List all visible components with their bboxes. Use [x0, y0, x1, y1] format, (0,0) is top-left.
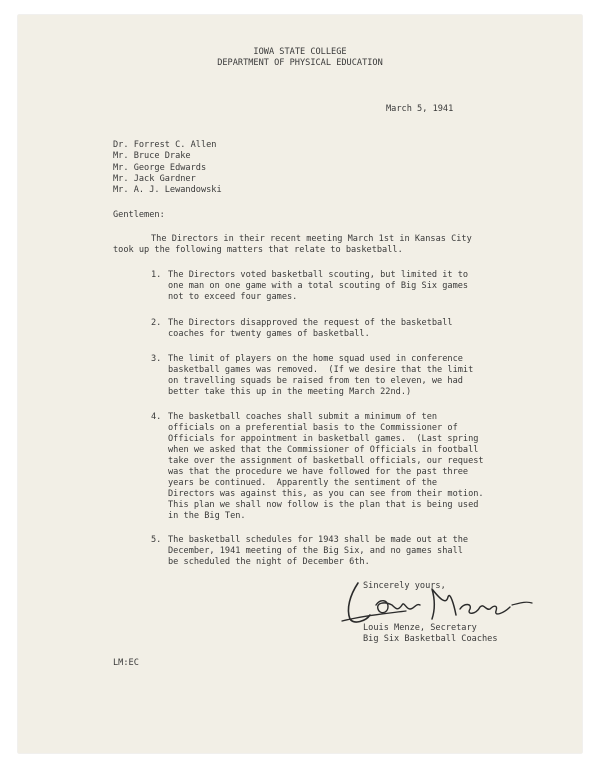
list-item-number: 4. [151, 412, 162, 422]
list-item-line: The Directors disapproved the request of the basketball [168, 318, 453, 328]
list-item-line: basketball games was removed. (If we desire that the limit [168, 365, 474, 375]
letterhead-institution: IOWA STATE COLLEGE [253, 47, 347, 57]
list-item-number: 5. [151, 535, 162, 545]
list-item-number: 3. [151, 354, 162, 364]
list-item-line: not to exceed four games. [168, 292, 298, 302]
list-item-line: one man on one game with a total scouting of Big Six games [168, 281, 469, 291]
intro-line: The Directors in their recent meeting March 1st in Kansas City [151, 234, 472, 244]
list-item-line: The basketball coaches shall submit a minimum of ten [168, 412, 438, 422]
reference-initials: LM:EC [113, 658, 139, 668]
signer-name: Louis Menze, Secretary [363, 623, 477, 633]
addressee-line: Mr. A. J. Lewandowski [113, 185, 222, 195]
addressee-line: Dr. Forrest C. Allen [113, 140, 217, 150]
list-item-line: Directors was against this, as you can see from their motion. [168, 489, 484, 499]
list-item-line: in the Big Ten. [168, 511, 246, 521]
list-item-line: was that the procedure we have followed for the past three [168, 467, 469, 477]
list-item-line: officials on a preferential basis to the Commissioner of [168, 423, 458, 433]
list-item-line: The limit of players on the home squad used in conference [168, 354, 463, 364]
letter-date: March 5, 1941 [386, 104, 454, 114]
list-item-number: 2. [151, 318, 162, 328]
letterhead-department: DEPARTMENT OF PHYSICAL EDUCATION [217, 58, 383, 68]
list-item-line: take over the assignment of basketball officials, our request [168, 456, 484, 466]
list-item-line: better take this up in the meeting March 22nd.) [168, 387, 412, 397]
list-item-line: when we asked that the Commissioner of Officials in football [168, 445, 479, 455]
list-item-line: Officials for appointment in basketball games. (Last spring [168, 434, 479, 444]
list-item-number: 1. [151, 270, 162, 280]
list-item-line: coaches for twenty games of basketball. [168, 329, 370, 339]
addressee-line: Mr. George Edwards [113, 163, 207, 173]
salutation: Gentlemen: [113, 210, 165, 220]
list-item-line: December, 1941 meeting of the Big Six, and no games shall [168, 546, 463, 556]
addressee-line: Mr. Bruce Drake [113, 151, 191, 161]
complimentary-close: Sincerely yours, [363, 581, 446, 591]
list-item-line: This plan we shall now follow is the plan that is being used [168, 500, 479, 510]
list-item-line: The basketball schedules for 1943 shall be made out at the [168, 535, 469, 545]
list-item-line: years be continued. Apparently the sentiment of the [168, 478, 438, 488]
list-item-line: on travelling squads be raised from ten to eleven, we had [168, 376, 463, 386]
intro-line: took up the following matters that relate to basketball. [113, 245, 403, 255]
letter-page [18, 15, 582, 753]
addressee-line: Mr. Jack Gardner [113, 174, 196, 184]
list-item-line: be scheduled the night of December 6th. [168, 557, 370, 567]
list-item-line: The Directors voted basketball scouting, but limited it to [168, 270, 469, 280]
signer-organization: Big Six Basketball Coaches [363, 634, 498, 644]
